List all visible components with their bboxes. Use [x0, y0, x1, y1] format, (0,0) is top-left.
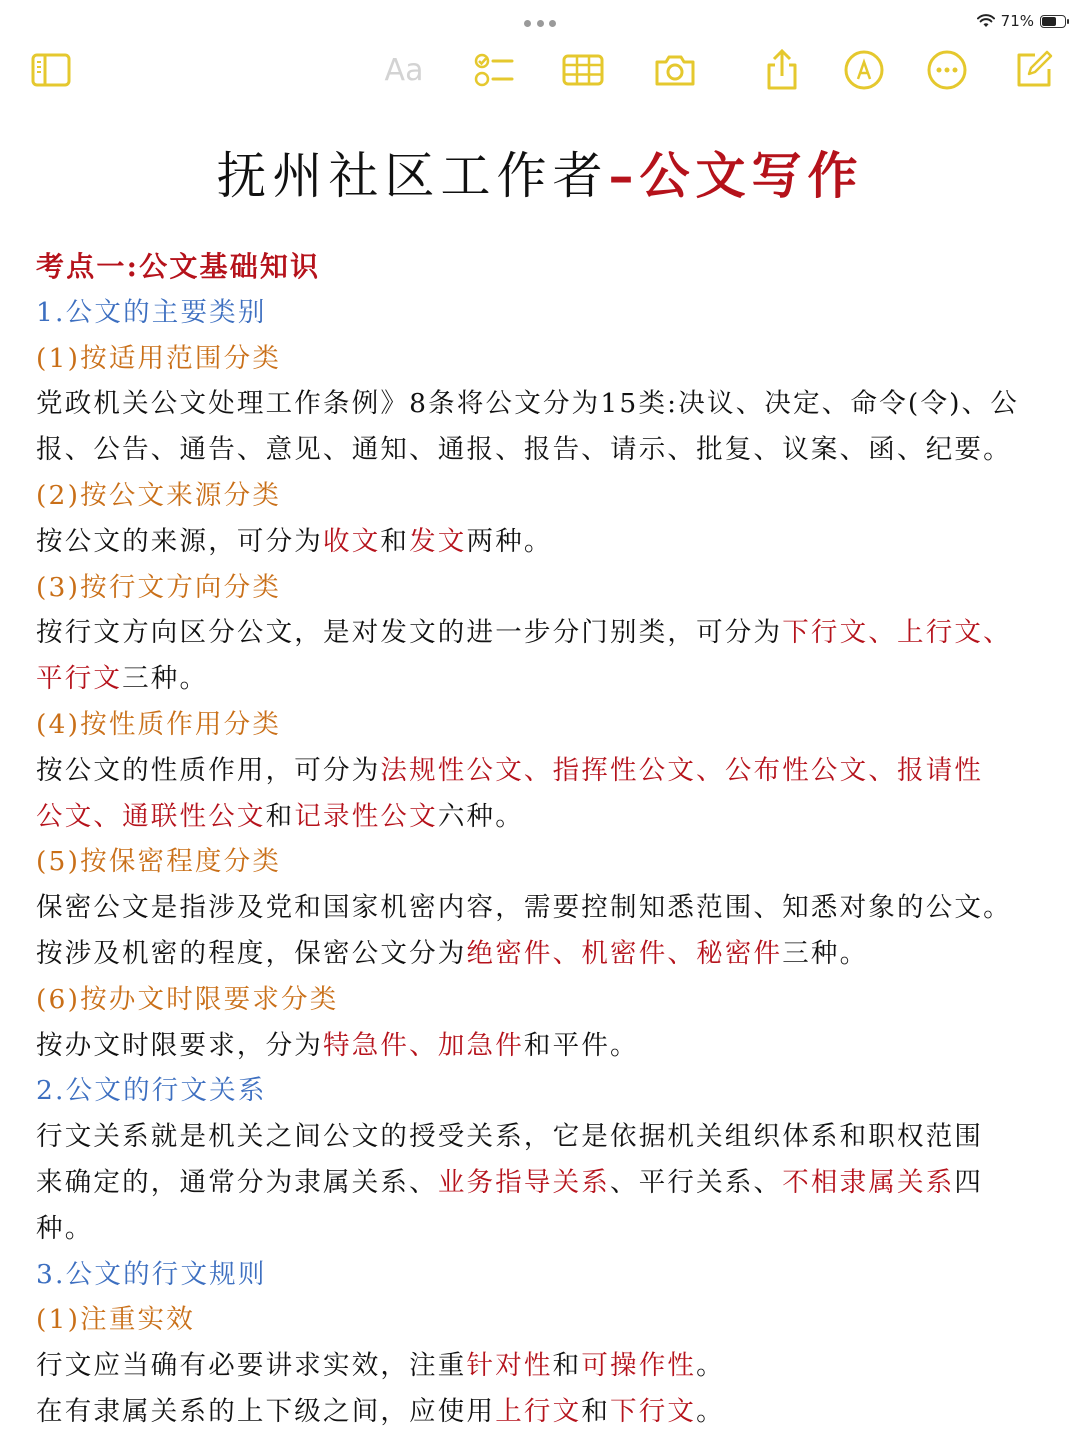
subsubheading: (3)按行文方向分类	[36, 571, 282, 603]
highlight-term: 发文	[409, 525, 467, 557]
paragraph-line: 按公文的来源，可分为收文和发文两种。	[36, 525, 553, 557]
paragraph-line: 来确定的，通常分为隶属关系、业务指导关系、平行关系、不相隶属关系四	[36, 1166, 984, 1198]
subsubheading: (1)按适用范围分类	[36, 342, 282, 374]
paragraph-line: 按涉及机密的程度，保密公文分为绝密件、机密件、秘密件三种。	[36, 937, 869, 969]
highlight-term: 公文	[36, 800, 94, 832]
battery-percent: 71%	[1000, 12, 1034, 30]
paragraph-line: 种。	[36, 1212, 94, 1244]
table-icon	[561, 48, 605, 92]
camera-icon	[653, 48, 697, 92]
section-heading: 考点一:公文基础知识	[36, 250, 321, 283]
paragraph-line: 党政机关公文处理工作条例》8条将公文分为15类:决议、决定、命令(令)、公	[36, 388, 1020, 420]
note-body[interactable]	[36, 244, 1061, 1435]
paragraph-line: 报、公告、通告、意见、通知、通报、报告、请示、批复、议案、函、纪要。	[36, 434, 1012, 466]
highlight-term: 平行文	[36, 663, 123, 695]
format-icon: Aa	[384, 52, 424, 88]
paragraph-line: 按公文的性质作用，可分为法规性公文、指挥性公文、公布性公文、报请性	[36, 754, 984, 786]
highlight-term: 收文	[323, 525, 381, 557]
notes-toolbar	[0, 44, 1080, 100]
share-icon	[760, 48, 804, 92]
highlight-term: 公布性公文	[724, 754, 869, 786]
paragraph-line: 保密公文是指涉及党和国家机密内容，需要控制知悉范围、知悉对象的公文。	[36, 892, 1012, 924]
highlight-term: 针对性	[466, 1350, 553, 1382]
highlight-term: 绝密件	[466, 937, 553, 969]
subsubheading: (5)按保密程度分类	[36, 846, 282, 878]
paragraph-line: 行文关系就是机关之间公文的授受关系，它是依据机关组织体系和职权范围	[36, 1121, 984, 1153]
title-main: 抚州社区工作者	[216, 147, 609, 205]
highlight-term: 上行文	[495, 1395, 582, 1427]
highlight-term: 业务指导关系	[437, 1166, 611, 1198]
highlight-term: 指挥性公文	[552, 754, 697, 786]
markup-icon	[842, 48, 886, 92]
highlight-term: 可操作性	[581, 1350, 697, 1382]
highlight-term: 上行文	[897, 617, 984, 649]
subheading: 3.公文的行文规则	[36, 1258, 267, 1290]
camera-button[interactable]	[651, 44, 699, 96]
compose-button[interactable]	[1009, 44, 1057, 96]
paragraph-line: 行文应当确有必要讲求实效，注重针对性和可操作性。	[36, 1350, 725, 1382]
highlight-term: 法规性公文	[380, 754, 524, 786]
highlight-term: 记录性公文	[294, 800, 438, 832]
highlight-term: 特急件	[323, 1029, 410, 1061]
subsubheading: (1)注重实效	[36, 1304, 195, 1336]
markup-button[interactable]	[840, 44, 888, 96]
multitasking-dots-icon[interactable]	[524, 20, 556, 28]
highlight-term: 通联性公文	[122, 800, 266, 832]
highlight-term: 下行文	[782, 617, 869, 649]
sidebar-toggle-button[interactable]	[27, 44, 75, 96]
title-dash: –	[608, 146, 640, 205]
paragraph-line: 按行文方向区分公文，是对发文的进一步分门别类，可分为下行文、上行文、	[36, 617, 1012, 649]
highlight-term: 报请性	[897, 754, 984, 786]
subsubheading: (6)按办文时限要求分类	[36, 983, 339, 1015]
paragraph-line: 公文、通联性公文和记录性公文六种。	[36, 800, 524, 832]
more-icon	[925, 48, 969, 92]
subheading: 1.公文的主要类别	[36, 296, 267, 328]
note-title	[0, 136, 1080, 208]
more-button[interactable]	[923, 44, 971, 96]
checklist-button[interactable]	[470, 44, 518, 96]
battery-icon	[1040, 15, 1066, 28]
status-indicators	[977, 12, 1066, 30]
title-highlight: 公文写作	[639, 146, 864, 205]
highlight-term: 秘密件	[696, 937, 783, 969]
paragraph-line: 平行文三种。	[36, 663, 209, 695]
highlight-term: 下行文	[610, 1395, 697, 1427]
paragraph-line: 按办文时限要求，分为特急件、加急件和平件。	[36, 1029, 639, 1061]
subheading: 2.公文的行文关系	[36, 1075, 267, 1107]
subsubheading: (4)按性质作用分类	[36, 708, 282, 740]
table-button[interactable]	[559, 44, 607, 96]
format-button[interactable]	[380, 44, 428, 96]
checklist-icon	[472, 48, 516, 92]
share-button[interactable]	[758, 44, 806, 96]
highlight-term: 加急件	[437, 1029, 524, 1061]
subsubheading: (2)按公文来源分类	[36, 479, 282, 511]
status-bar	[0, 0, 1080, 48]
sidebar-icon	[29, 48, 73, 92]
wifi-icon	[977, 14, 995, 28]
paragraph-line: 在有隶属关系的上下级之间，应使用上行文和下行文。	[36, 1395, 725, 1427]
compose-icon	[1011, 48, 1055, 92]
highlight-term: 机密件	[581, 937, 668, 969]
highlight-term: 不相隶属关系	[782, 1166, 955, 1198]
